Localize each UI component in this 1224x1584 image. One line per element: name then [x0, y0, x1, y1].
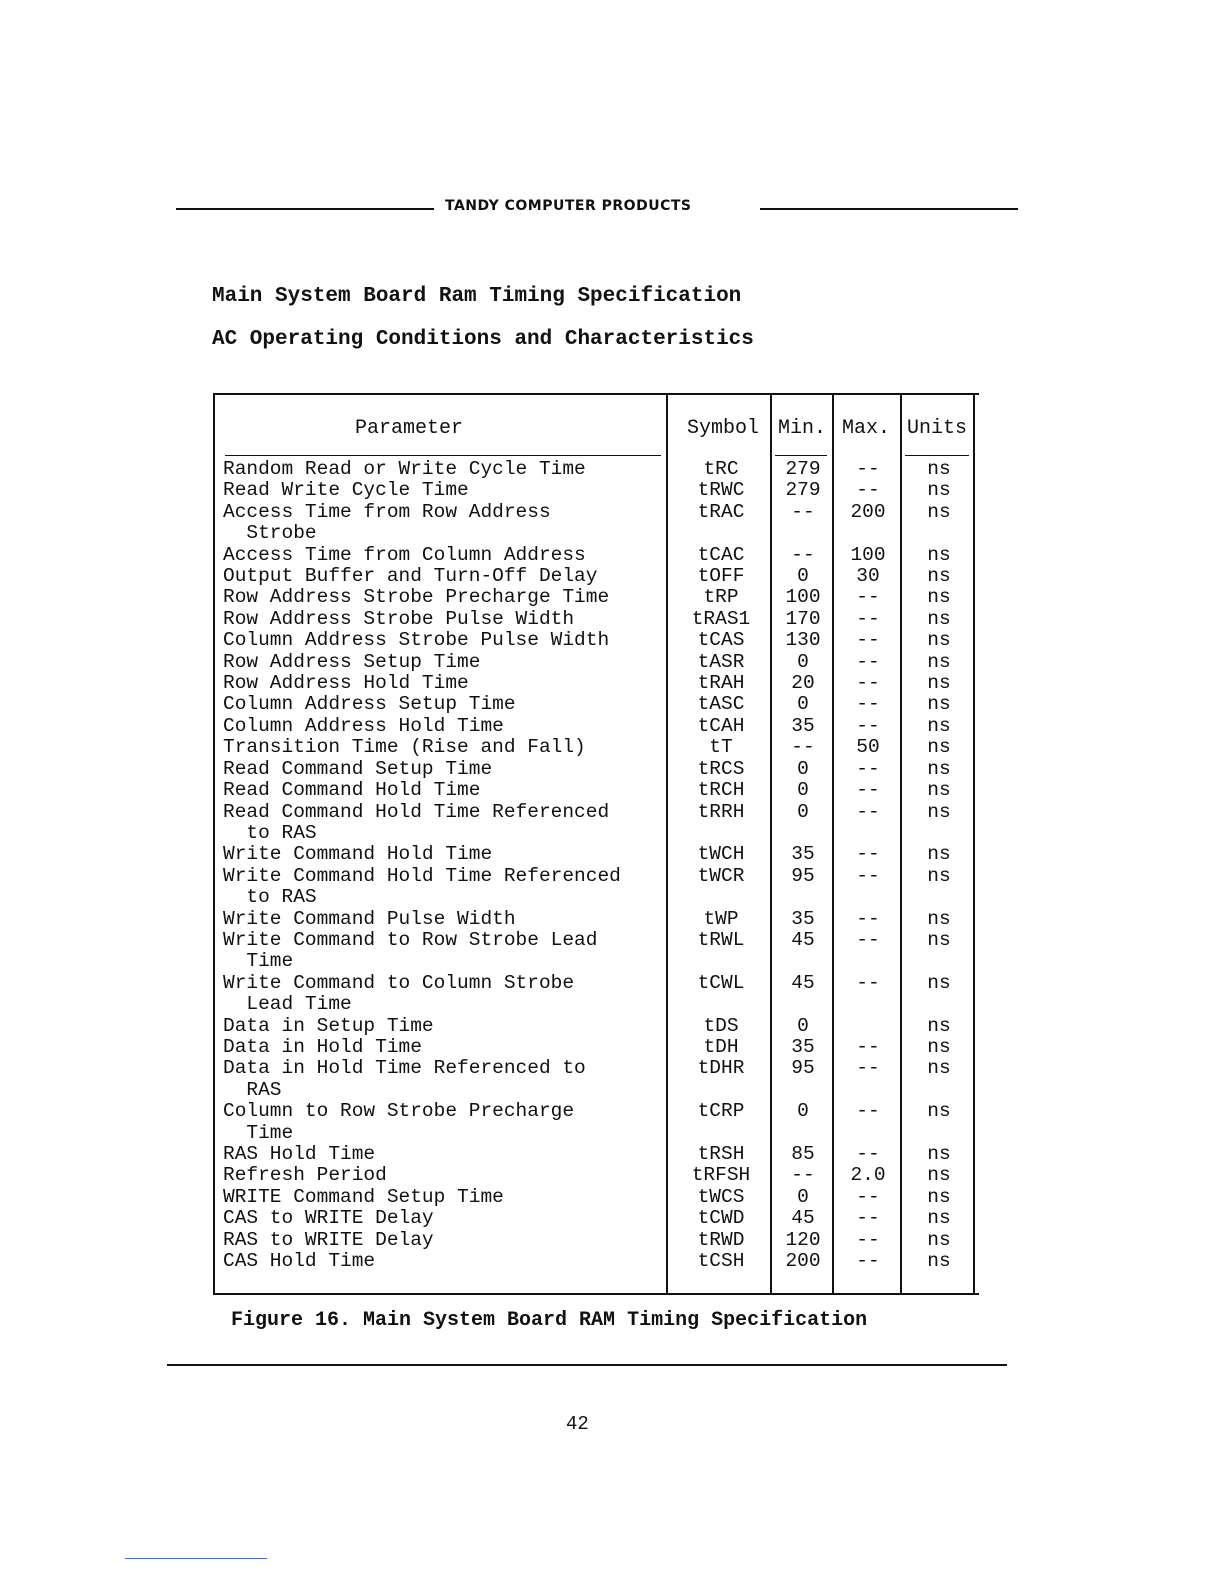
table-body: [215, 459, 979, 1272]
header-rule-left: [176, 208, 434, 210]
parameter-cell: Column to Row Strobe Precharge Time: [223, 1100, 575, 1144]
min-cell: 95: [791, 864, 815, 887]
parameter-cell: CAS to WRITE Delay: [223, 1207, 434, 1230]
table-row: [215, 502, 979, 545]
units-cell: ns: [927, 1100, 951, 1123]
parameter-cell: Row Address Strobe Precharge Time: [223, 586, 610, 609]
max-cell: --: [856, 693, 880, 716]
parameter-cell: Row Address Setup Time: [223, 650, 481, 673]
min-cell: 95: [791, 1057, 815, 1080]
parameter-cell: Access Time from Column Address: [223, 543, 586, 566]
table-row: [215, 673, 979, 694]
units-cell: ns: [927, 565, 951, 588]
min-cell: --: [791, 736, 815, 759]
max-cell: 100: [850, 543, 886, 566]
min-cell: 85: [791, 1143, 815, 1165]
min-cell: 200: [785, 1250, 821, 1273]
units-cell: ns: [927, 1057, 951, 1080]
symbol-cell: tT: [709, 736, 733, 759]
table-row: [215, 694, 979, 715]
min-cell: --: [791, 500, 815, 523]
table-row: [215, 1058, 979, 1101]
min-cell: 0: [797, 757, 809, 780]
units-cell: ns: [927, 714, 951, 737]
min-cell: 0: [797, 1185, 809, 1208]
max-cell: --: [856, 928, 880, 951]
parameter-cell: Random Read or Write Cycle Time: [223, 458, 586, 480]
table-row: [215, 1144, 979, 1165]
max-cell: --: [856, 800, 880, 823]
units-cell: ns: [927, 672, 951, 695]
max-cell: --: [856, 1250, 880, 1273]
min-cell: 0: [797, 650, 809, 673]
symbol-cell: tCWL: [697, 971, 745, 994]
min-cell: 35: [791, 907, 815, 930]
units-cell: ns: [927, 1014, 951, 1037]
symbol-cell: tRCS: [697, 757, 745, 780]
parameter-cell: Read Command Setup Time: [223, 757, 493, 780]
max-cell: --: [856, 971, 880, 994]
column-header-max: Max.: [842, 417, 891, 440]
min-cell: 279: [785, 479, 821, 502]
min-cell: 20: [791, 672, 815, 695]
max-cell: --: [856, 629, 880, 652]
symbol-cell: tDH: [703, 1035, 739, 1058]
max-cell: --: [856, 650, 880, 673]
parameter-cell: Data in Setup Time: [223, 1014, 434, 1037]
table-row: [215, 1208, 979, 1229]
table-row: [215, 780, 979, 801]
symbol-cell: tCAC: [697, 543, 745, 566]
min-cell: 120: [785, 1228, 821, 1251]
units-cell: ns: [927, 928, 951, 951]
min-cell: --: [791, 543, 815, 566]
max-cell: --: [856, 1057, 880, 1080]
parameter-cell: RAS Hold Time: [223, 1143, 376, 1165]
max-cell: --: [856, 779, 880, 802]
table-row: [215, 480, 979, 501]
parameter-cell: RAS to WRITE Delay: [223, 1228, 434, 1251]
max-cell: --: [856, 843, 880, 866]
units-cell: ns: [927, 586, 951, 609]
symbol-cell: tRAH: [697, 672, 745, 695]
min-cell: 0: [797, 565, 809, 588]
symbol-cell: tRSH: [697, 1143, 745, 1165]
units-cell: ns: [927, 693, 951, 716]
parameter-cell: Data in Hold Time Referenced to RAS: [223, 1057, 586, 1101]
table-row: [215, 973, 979, 1016]
parameter-cell: Write Command Hold Time Referenced to RAS: [223, 864, 621, 909]
table-row: [215, 545, 979, 566]
units-cell: ns: [927, 1164, 951, 1187]
running-header: TANDY COMPUTER PRODUCTS: [445, 198, 692, 214]
symbol-cell: tRC: [703, 458, 739, 480]
min-cell: 0: [797, 1100, 809, 1123]
units-cell: ns: [927, 757, 951, 780]
symbol-cell: tCWD: [697, 1207, 745, 1230]
max-cell: --: [856, 586, 880, 609]
symbol-cell: tDHR: [697, 1057, 745, 1080]
symbol-cell: tRWC: [697, 479, 745, 502]
table-row: [215, 652, 979, 673]
symbol-cell: tOFF: [697, 565, 745, 588]
min-cell: 100: [785, 586, 821, 609]
column-header-units: Units: [907, 417, 968, 440]
units-cell: ns: [927, 736, 951, 759]
min-cell: 35: [791, 843, 815, 866]
symbol-cell: tRAS1: [691, 607, 751, 630]
symbol-cell: tWCR: [697, 864, 745, 887]
header-underline: [775, 455, 827, 456]
units-cell: ns: [927, 607, 951, 630]
header-underline: [225, 455, 661, 456]
table-row: [215, 844, 979, 865]
units-cell: ns: [927, 800, 951, 823]
units-cell: ns: [927, 1207, 951, 1230]
table-row: [215, 1230, 979, 1251]
min-cell: 170: [785, 607, 821, 630]
table-row: [215, 802, 979, 845]
symbol-cell: tCAS: [697, 629, 745, 652]
parameter-cell: Column Address Strobe Pulse Width: [223, 629, 610, 652]
min-cell: 130: [785, 629, 821, 652]
symbol-cell: tWP: [703, 907, 739, 930]
table-row: [215, 609, 979, 630]
symbol-cell: tCSH: [697, 1250, 745, 1273]
parameter-cell: Row Address Hold Time: [223, 672, 469, 695]
parameter-cell: Read Command Hold Time Referenced to RAS: [223, 800, 610, 844]
column-header-min: Min.: [778, 417, 827, 440]
max-cell: 2.0: [850, 1164, 886, 1187]
units-cell: ns: [927, 479, 951, 502]
table-row: [215, 1165, 979, 1186]
parameter-cell: Read Write Cycle Time: [223, 479, 469, 502]
parameter-cell: Refresh Period: [223, 1164, 387, 1187]
parameter-cell: Column Address Setup Time: [223, 693, 516, 716]
units-cell: ns: [927, 1250, 951, 1273]
units-cell: ns: [927, 500, 951, 523]
units-cell: ns: [927, 1143, 951, 1165]
max-cell: 30: [856, 565, 880, 588]
table-row: [215, 866, 979, 909]
units-cell: ns: [927, 629, 951, 652]
units-cell: ns: [927, 864, 951, 887]
symbol-cell: tWCH: [697, 843, 745, 866]
units-cell: ns: [927, 1185, 951, 1208]
footer-rule: [167, 1364, 1007, 1366]
symbol-cell: tWCS: [697, 1185, 745, 1208]
max-cell: 50: [856, 736, 880, 759]
min-cell: 35: [791, 1035, 815, 1058]
min-cell: --: [791, 1164, 815, 1187]
symbol-cell: tCAH: [697, 714, 745, 737]
table-row: [215, 1101, 979, 1144]
units-cell: ns: [927, 543, 951, 566]
symbol-cell: tRAC: [697, 500, 745, 523]
min-cell: 0: [797, 800, 809, 823]
symbol-cell: tRRH: [697, 800, 745, 823]
table-row: [215, 1187, 979, 1208]
max-cell: --: [856, 1100, 880, 1123]
symbol-cell: tRWL: [697, 928, 745, 951]
symbol-cell: tRCH: [697, 779, 745, 802]
column-header-parameter: Parameter: [355, 417, 464, 440]
parameter-cell: Transition Time (Rise and Fall): [223, 736, 586, 759]
header-underline: [905, 455, 969, 456]
header-rule-right: [760, 208, 1018, 210]
symbol-cell: tASR: [697, 650, 745, 673]
table-row: [215, 1251, 979, 1272]
max-cell: --: [856, 479, 880, 502]
table-row: [215, 737, 979, 758]
max-cell: --: [856, 1143, 880, 1165]
units-cell: ns: [927, 907, 951, 930]
min-cell: 0: [797, 1014, 809, 1037]
symbol-cell: tRWD: [697, 1228, 745, 1251]
max-cell: --: [856, 1228, 880, 1251]
parameter-cell: Write Command Pulse Width: [223, 907, 516, 930]
max-cell: --: [856, 1035, 880, 1058]
parameter-cell: Access Time from Row Address Strobe: [223, 500, 551, 545]
max-cell: --: [856, 672, 880, 695]
units-cell: ns: [927, 650, 951, 673]
units-cell: ns: [927, 1228, 951, 1251]
max-cell: 200: [850, 500, 886, 523]
parameter-cell: Data in Hold Time: [223, 1035, 422, 1058]
table-row: [215, 759, 979, 780]
max-cell: --: [856, 458, 880, 480]
units-cell: ns: [927, 1035, 951, 1058]
max-cell: --: [856, 864, 880, 887]
max-cell: --: [856, 1207, 880, 1230]
min-cell: 45: [791, 1207, 815, 1230]
table-row: [215, 566, 979, 587]
table-row: [215, 459, 979, 480]
min-cell: 0: [797, 693, 809, 716]
symbol-cell: tASC: [697, 693, 745, 716]
table-row: [215, 1016, 979, 1037]
min-cell: 45: [791, 971, 815, 994]
page-number: 42: [566, 1413, 589, 1435]
parameter-cell: CAS Hold Time: [223, 1250, 376, 1273]
table-row: [215, 909, 979, 930]
parameter-cell: Write Command Hold Time: [223, 843, 493, 866]
parameter-cell: Row Address Strobe Pulse Width: [223, 607, 575, 630]
page-subtitle: AC Operating Conditions and Characteristics: [212, 328, 754, 351]
page-title: Main System Board Ram Timing Specification: [212, 285, 742, 308]
table-row: [215, 630, 979, 651]
units-cell: ns: [927, 971, 951, 994]
max-cell: --: [856, 907, 880, 930]
max-cell: --: [856, 714, 880, 737]
parameter-cell: Column Address Hold Time: [223, 714, 504, 737]
column-header-symbol: Symbol: [687, 417, 760, 440]
symbol-cell: tDS: [703, 1014, 739, 1037]
units-cell: ns: [927, 779, 951, 802]
timing-table: [213, 393, 979, 1295]
parameter-cell: Read Command Hold Time: [223, 779, 481, 802]
symbol-cell: tCRP: [697, 1100, 745, 1123]
figure-caption: Figure 16. Main System Board RAM Timing Specification: [231, 1309, 868, 1332]
max-cell: --: [856, 607, 880, 630]
min-cell: 279: [785, 458, 821, 480]
parameter-cell: Output Buffer and Turn-Off Delay: [223, 565, 598, 588]
min-cell: 45: [791, 928, 815, 951]
symbol-cell: tRFSH: [691, 1164, 751, 1187]
table-row: [215, 930, 979, 973]
table-row: [215, 716, 979, 737]
min-cell: 35: [791, 714, 815, 737]
symbol-cell: tRP: [703, 586, 739, 609]
table-row: [215, 587, 979, 608]
max-cell: --: [856, 757, 880, 780]
max-cell: --: [856, 1185, 880, 1208]
min-cell: 0: [797, 779, 809, 802]
parameter-cell: WRITE Command Setup Time: [223, 1185, 504, 1208]
table-row: [215, 1037, 979, 1058]
parameter-cell: Write Command to Row Strobe Lead Time: [223, 928, 598, 973]
units-cell: ns: [927, 458, 951, 480]
parameter-cell: Write Command to Column Strobe Lead Time: [223, 971, 575, 1016]
scan-mark: [125, 1558, 267, 1559]
units-cell: ns: [927, 843, 951, 866]
